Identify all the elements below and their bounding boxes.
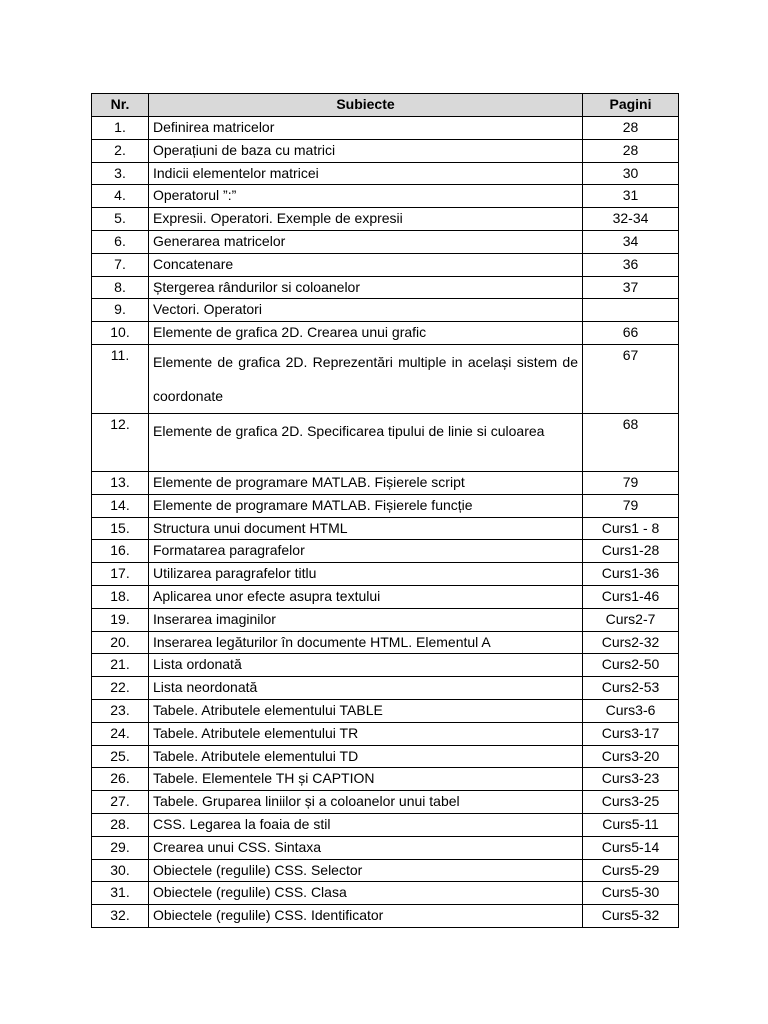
table-row bbox=[92, 722, 679, 745]
table-row bbox=[92, 585, 679, 608]
row-number: 14. bbox=[92, 494, 149, 517]
row-number: 32. bbox=[92, 905, 149, 928]
row-pages: 31 bbox=[583, 185, 679, 208]
row-pages bbox=[583, 299, 679, 322]
row-pages: Curs5-30 bbox=[583, 882, 679, 905]
row-pages: Curs2-7 bbox=[583, 608, 679, 631]
row-number: 3. bbox=[92, 162, 149, 185]
table-row bbox=[92, 813, 679, 836]
table-row bbox=[92, 791, 679, 814]
table-header-row bbox=[92, 94, 679, 117]
row-pages: 79 bbox=[583, 471, 679, 494]
row-number: 11. bbox=[92, 344, 149, 413]
table-row bbox=[92, 654, 679, 677]
row-number: 16. bbox=[92, 540, 149, 563]
table-row bbox=[92, 836, 679, 859]
table-row bbox=[92, 540, 679, 563]
row-pages: Curs3-23 bbox=[583, 768, 679, 791]
row-number: 25. bbox=[92, 745, 149, 768]
row-subject: Operatorul ”:” bbox=[149, 185, 583, 208]
row-number: 31. bbox=[92, 882, 149, 905]
row-number: 20. bbox=[92, 631, 149, 654]
row-number: 29. bbox=[92, 836, 149, 859]
row-subject: CSS. Legarea la foaia de stil bbox=[149, 813, 583, 836]
row-pages: 68 bbox=[583, 413, 679, 471]
row-number: 8. bbox=[92, 276, 149, 299]
table-row bbox=[92, 471, 679, 494]
row-pages: Curs5-11 bbox=[583, 813, 679, 836]
table-row bbox=[92, 882, 679, 905]
row-pages: Curs5-32 bbox=[583, 905, 679, 928]
row-number: 7. bbox=[92, 253, 149, 276]
row-number: 6. bbox=[92, 230, 149, 253]
row-subject: Tabele. Atributele elementului TABLE bbox=[149, 699, 583, 722]
table-row bbox=[92, 230, 679, 253]
row-subject: Concatenare bbox=[149, 253, 583, 276]
table-row bbox=[92, 859, 679, 882]
row-subject: Elemente de programare MATLAB. Fișierele script bbox=[149, 471, 583, 494]
table-row bbox=[92, 139, 679, 162]
row-subject: Obiectele (regulile) CSS. Clasa bbox=[149, 882, 583, 905]
row-subject: Elemente de grafica 2D. Specificarea tipului de linie si culoarea bbox=[149, 413, 583, 471]
row-pages: Curs1 - 8 bbox=[583, 517, 679, 540]
row-subject: Obiectele (regulile) CSS. Selector bbox=[149, 859, 583, 882]
row-pages: Curs5-14 bbox=[583, 836, 679, 859]
table-row bbox=[92, 631, 679, 654]
row-number: 10. bbox=[92, 322, 149, 345]
row-subject: Utilizarea paragrafelor titlu bbox=[149, 563, 583, 586]
row-subject: Crearea unui CSS. Sintaxa bbox=[149, 836, 583, 859]
row-pages: 36 bbox=[583, 253, 679, 276]
row-subject: Generarea matricelor bbox=[149, 230, 583, 253]
table-row bbox=[92, 162, 679, 185]
row-subject: Elemente de grafica 2D. Reprezentări multiple in același sistem de coordonate bbox=[149, 344, 583, 413]
row-number: 23. bbox=[92, 699, 149, 722]
table-row bbox=[92, 185, 679, 208]
table-row bbox=[92, 905, 679, 928]
row-number: 28. bbox=[92, 813, 149, 836]
row-number: 5. bbox=[92, 208, 149, 231]
table-row bbox=[92, 276, 679, 299]
row-pages: Curs2-53 bbox=[583, 677, 679, 700]
row-pages: Curs1-46 bbox=[583, 585, 679, 608]
row-pages: 79 bbox=[583, 494, 679, 517]
row-number: 26. bbox=[92, 768, 149, 791]
row-pages: 37 bbox=[583, 276, 679, 299]
row-subject: Tabele. Atributele elementului TD bbox=[149, 745, 583, 768]
row-number: 12. bbox=[92, 413, 149, 471]
row-pages: 67 bbox=[583, 344, 679, 413]
row-number: 2. bbox=[92, 139, 149, 162]
document-page bbox=[91, 93, 678, 928]
table-row bbox=[92, 494, 679, 517]
row-subject: Vectori. Operatori bbox=[149, 299, 583, 322]
row-number: 18. bbox=[92, 585, 149, 608]
row-subject: Inserarea legăturilor în documente HTML. Elementul A bbox=[149, 631, 583, 654]
row-subject: Elemente de grafica 2D. Crearea unui grafic bbox=[149, 322, 583, 345]
table-row bbox=[92, 208, 679, 231]
row-number: 22. bbox=[92, 677, 149, 700]
row-subject: Definirea matricelor bbox=[149, 117, 583, 140]
row-number: 9. bbox=[92, 299, 149, 322]
row-subject: Tabele. Gruparea liniilor și a coloanelor unui tabel bbox=[149, 791, 583, 814]
row-subject: Indicii elementelor matricei bbox=[149, 162, 583, 185]
row-subject: Obiectele (regulile) CSS. Identificator bbox=[149, 905, 583, 928]
row-subject: Lista neordonată bbox=[149, 677, 583, 700]
row-number: 1. bbox=[92, 117, 149, 140]
row-number: 19. bbox=[92, 608, 149, 631]
header-pages: Pagini bbox=[583, 94, 679, 117]
header-subject: Subiecte bbox=[149, 94, 583, 117]
table-row bbox=[92, 563, 679, 586]
row-subject: Structura unui document HTML bbox=[149, 517, 583, 540]
table-row bbox=[92, 413, 679, 471]
row-pages: Curs2-50 bbox=[583, 654, 679, 677]
table-row bbox=[92, 299, 679, 322]
row-subject: Operațiuni de baza cu matrici bbox=[149, 139, 583, 162]
row-pages: 28 bbox=[583, 117, 679, 140]
table-row bbox=[92, 768, 679, 791]
row-pages: Curs3-25 bbox=[583, 791, 679, 814]
row-number: 27. bbox=[92, 791, 149, 814]
row-subject: Aplicarea unor efecte asupra textului bbox=[149, 585, 583, 608]
row-pages: 32-34 bbox=[583, 208, 679, 231]
row-subject: Tabele. Atributele elementului TR bbox=[149, 722, 583, 745]
row-subject: Lista ordonată bbox=[149, 654, 583, 677]
table-row bbox=[92, 745, 679, 768]
row-pages: 66 bbox=[583, 322, 679, 345]
row-number: 24. bbox=[92, 722, 149, 745]
row-number: 17. bbox=[92, 563, 149, 586]
row-number: 13. bbox=[92, 471, 149, 494]
row-pages: Curs1-36 bbox=[583, 563, 679, 586]
row-number: 21. bbox=[92, 654, 149, 677]
subjects-table bbox=[91, 93, 679, 928]
row-subject: Elemente de programare MATLAB. Fișierele funcție bbox=[149, 494, 583, 517]
table-row bbox=[92, 517, 679, 540]
table-row bbox=[92, 608, 679, 631]
row-pages: 30 bbox=[583, 162, 679, 185]
row-pages: Curs2-32 bbox=[583, 631, 679, 654]
table-row bbox=[92, 699, 679, 722]
row-pages: Curs3-17 bbox=[583, 722, 679, 745]
row-pages: Curs3-6 bbox=[583, 699, 679, 722]
row-subject: Inserarea imaginilor bbox=[149, 608, 583, 631]
row-subject: Expresii. Operatori. Exemple de expresii bbox=[149, 208, 583, 231]
row-subject: Formatarea paragrafelor bbox=[149, 540, 583, 563]
row-subject: Ștergerea rândurilor si coloanelor bbox=[149, 276, 583, 299]
table-row bbox=[92, 322, 679, 345]
table-row bbox=[92, 117, 679, 140]
row-number: 4. bbox=[92, 185, 149, 208]
row-pages: Curs3-20 bbox=[583, 745, 679, 768]
row-pages: Curs1-28 bbox=[583, 540, 679, 563]
table-row bbox=[92, 344, 679, 413]
row-number: 30. bbox=[92, 859, 149, 882]
row-pages: 34 bbox=[583, 230, 679, 253]
header-nr: Nr. bbox=[92, 94, 149, 117]
table-row bbox=[92, 253, 679, 276]
row-number: 15. bbox=[92, 517, 149, 540]
row-pages: 28 bbox=[583, 139, 679, 162]
row-pages: Curs5-29 bbox=[583, 859, 679, 882]
table-row bbox=[92, 677, 679, 700]
row-subject: Tabele. Elementele TH și CAPTION bbox=[149, 768, 583, 791]
